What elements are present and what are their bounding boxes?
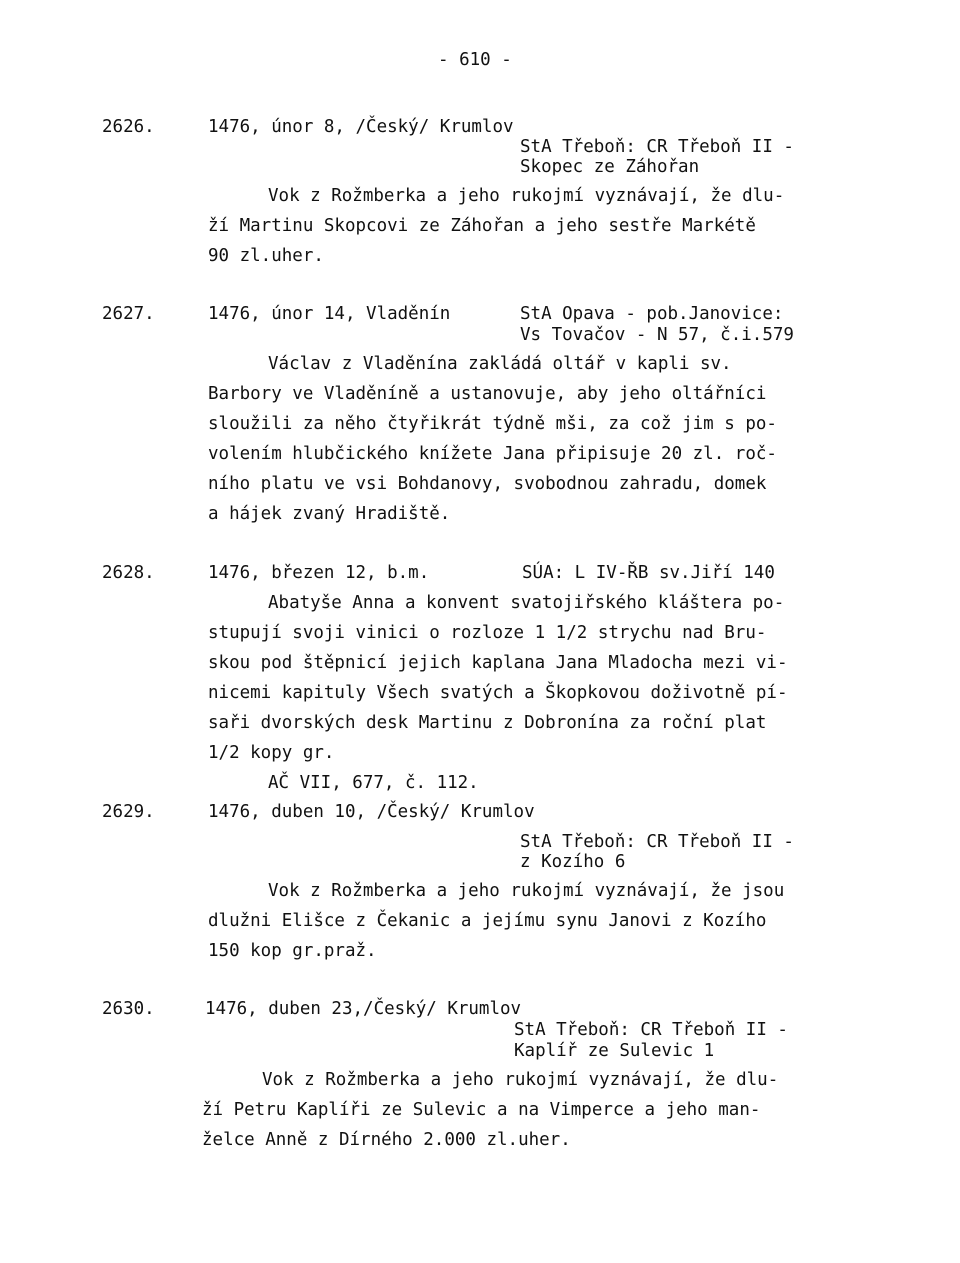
entry-body-line: 1/2 kopy gr.	[208, 743, 335, 763]
entry-body-line: sloužili za něho čtyřikrát týdně mši, za což jim s po-	[208, 414, 777, 434]
page-number: - 610 -	[438, 50, 512, 70]
entry-body-line: volením hlubčického knížete Jana připisuje 20 zl. roč-	[208, 444, 777, 464]
entry-body-line: 90 zl.uher.	[208, 246, 324, 266]
entry-number: 2629.	[102, 802, 155, 822]
entry-body-line: a hájek zvaný Hradiště.	[208, 504, 451, 524]
entry-body-line: Václav z Vladěnína zakládá oltář v kapli sv.	[268, 354, 732, 374]
entry-body-line: skou pod štěpnicí jejich kaplana Jana Mladocha mezi vi-	[208, 653, 788, 673]
entry-body-line: ží Petru Kaplíři ze Sulevic a na Vimperce a jeho man-	[202, 1100, 761, 1120]
entry-source: z Kozího 6	[520, 852, 626, 872]
entry-heading: 1476, duben 10, /Český/ Krumlov	[208, 802, 535, 822]
entry-body-line: Vok z Rožmberka a jeho rukojmí vyznávají, že dlu-	[262, 1070, 779, 1090]
entry-number: 2627.	[102, 304, 155, 324]
entry-source: SÚA: L IV-ŘB sv.Jiří 140	[522, 563, 775, 583]
entry-source: StA Třeboň: CR Třeboň II -	[520, 832, 794, 852]
entry-number: 2630.	[102, 999, 155, 1019]
entry-body-line: Abatyše Anna a konvent svatojiřského kláštera po-	[268, 593, 785, 613]
entry-body-line: dlužni Elišce z Čekanic a jejímu synu Janovi z Kozího	[208, 911, 767, 931]
entry-body-line: 150 kop gr.praž.	[208, 941, 377, 961]
entry-source: StA Třeboň: CR Třeboň II -	[520, 137, 794, 157]
entry-body-line: Vok z Rožmberka a jeho rukojmí vyznávají, že jsou	[268, 881, 785, 901]
entry-source: Vs Tovačov - N 57, č.i.579	[520, 325, 794, 345]
entry-number: 2628.	[102, 563, 155, 583]
entry-source: StA Třeboň: CR Třeboň II -	[514, 1020, 788, 1040]
entry-heading: 1476, březen 12, b.m.	[208, 563, 430, 583]
entry-body-line: ního platu ve vsi Bohdanovy, svobodnou zahradu, domek	[208, 474, 767, 494]
entry-body-line: nicemi kapituly Všech svatých a Škopkovou doživotně pí-	[208, 683, 788, 703]
entry-source: Skopec ze Záhořan	[520, 157, 700, 177]
entry-body-line: Vok z Rožmberka a jeho rukojmí vyznávají, že dlu-	[268, 186, 785, 206]
entry-body-line: stupují svoji vinici o rozloze 1 1/2 strychu nad Bru-	[208, 623, 767, 643]
entry-body-line: Barbory ve Vladěníně a ustanovuje, aby jeho oltářníci	[208, 384, 767, 404]
entry-body-line: saři dvorských desk Martinu z Dobronína za roční plat	[208, 713, 767, 733]
entry-body-line: ží Martinu Skopcovi ze Záhořan a jeho sestře Markétě	[208, 216, 756, 236]
entry-source: Kaplíř ze Sulevic 1	[514, 1041, 715, 1061]
entry-number: 2626.	[102, 117, 155, 137]
entry-reference: AČ VII, 677, č. 112.	[268, 773, 479, 793]
entry-source: StA Opava - pob.Janovice:	[520, 304, 784, 324]
entry-heading: 1476, únor 8, /Český/ Krumlov	[208, 117, 514, 137]
entry-heading: 1476, únor 14, Vladěnín	[208, 304, 451, 324]
entry-body-line: želce Anně z Dírného 2.000 zl.uher.	[202, 1130, 571, 1150]
entry-heading: 1476, duben 23,/Český/ Krumlov	[205, 999, 522, 1019]
